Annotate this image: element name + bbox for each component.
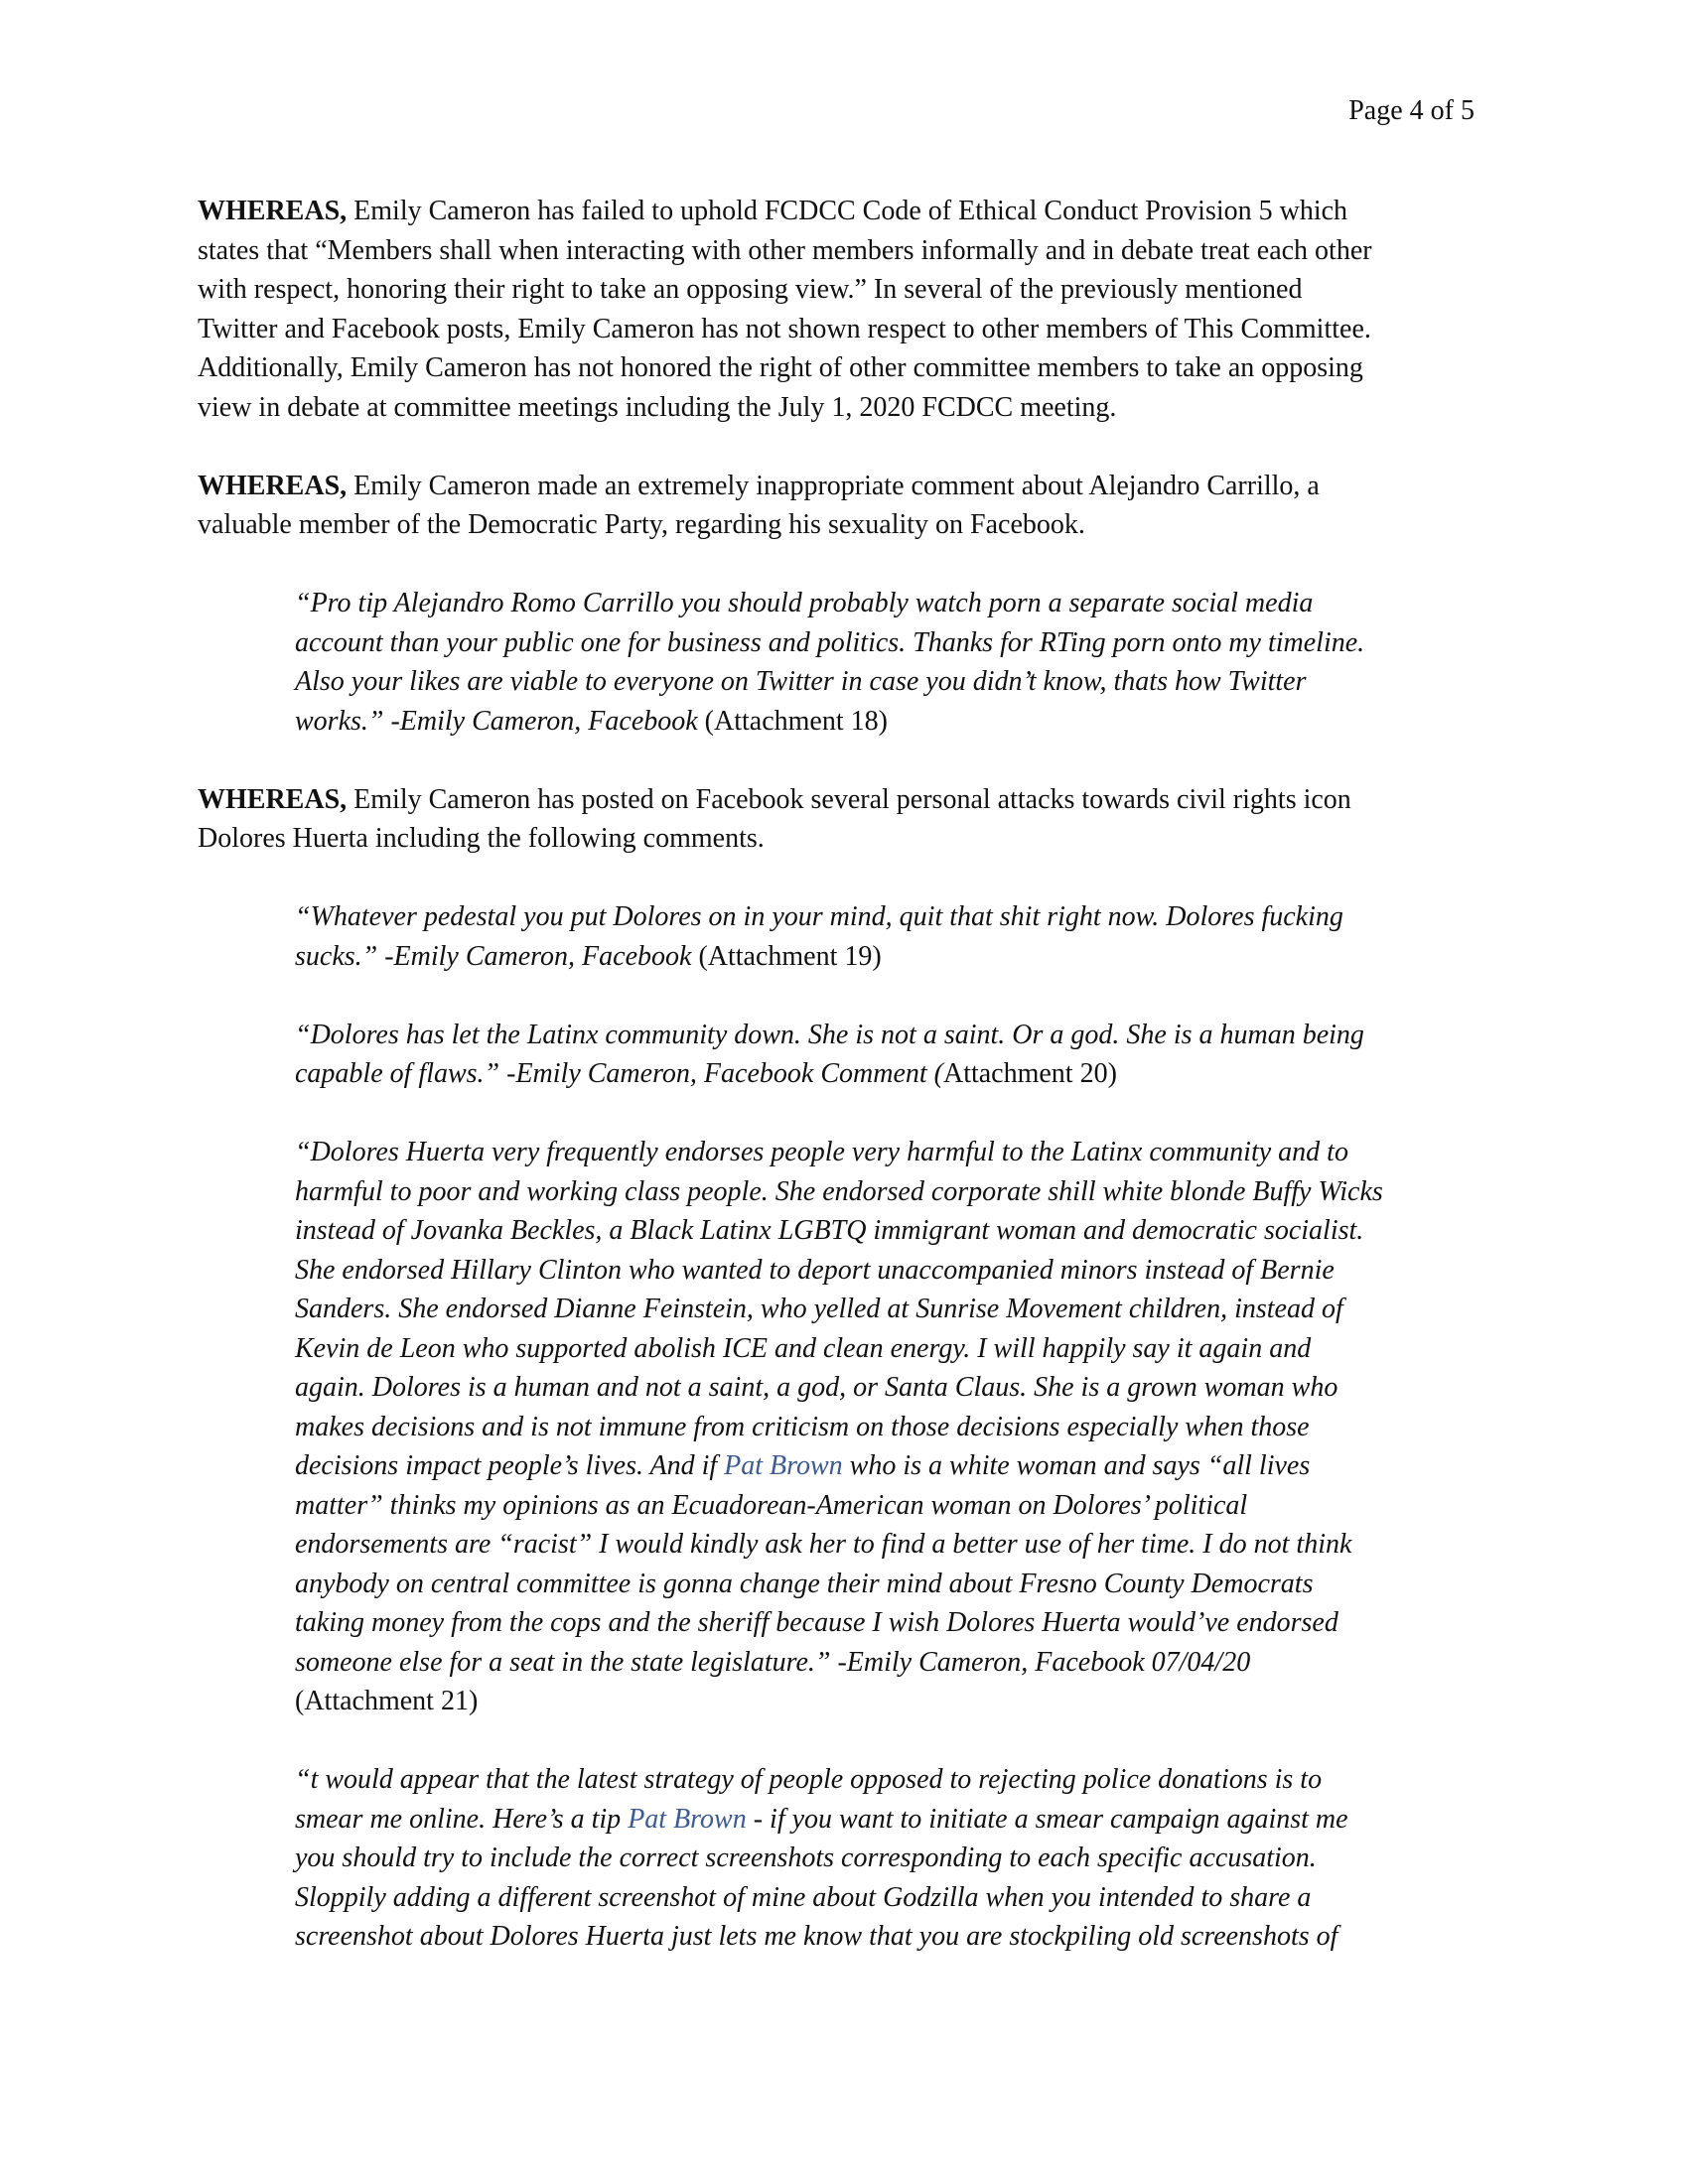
text-line [295,702,1488,742]
text-segment: anybody on central committee is gonna change their mind about Fresno County Democrats [295,1568,1314,1599]
text-line [295,1878,1488,1918]
text-segment: She endorsed Hillary Clinton who wanted to deport unaccompanied minors instead of Bernie [295,1254,1335,1286]
text-line [198,388,1488,428]
text-segment: again. Dolores is a human and not a saint, a god, or Santa Claus. She is a grown woman who [295,1372,1338,1403]
text-segment: Additionally, Emily Cameron has not honored the right of other committee members to take an opposing [198,352,1363,383]
text-segment: Twitter and Facebook posts, Emily Cameron has not shown respect to other members of This Committee. [198,313,1371,344]
text-segment: view in debate at committee meetings including the July 1, 2020 FCDCC meeting. [198,391,1117,423]
text-line [198,780,1488,820]
text-line [295,1682,1488,1721]
text-segment: “Dolores Huerta very frequently endorses people very harmful to the Latinx community and to [295,1137,1348,1167]
text-segment: (Attachment 18) [697,705,888,737]
text-segment: Emily Cameron made an extremely inappropriate comment about Alejandro Carrillo, a [347,470,1320,501]
text-segment: - [746,1803,771,1835]
text-segment: Emily Cameron has posted on Facebook several personal attacks towards civil rights icon [347,783,1351,815]
text-line [198,505,1488,545]
text-segment: smear me online. Here’s a tip [295,1803,629,1835]
text-segment: (Attachment 21) [295,1686,479,1716]
text-segment: with respect, honoring their right to take an opposing view.” In several of the previously mentioned [198,274,1303,305]
text-line [295,1054,1488,1094]
text-segment: matter” thinks my opinions as an Ecuadorean-American woman on Dolores’ political [295,1489,1248,1521]
text-line [198,348,1488,388]
text-segment: (Attachment 19) [691,940,882,972]
text-segment: instead of Jovanka Beckles, a Black Latinx LGBTQ immigrant woman and democratic socialist. [295,1215,1364,1246]
text-segment: Kevin de Leon who supported abolish ICE and clean energy. I will happily say it again and [295,1332,1312,1364]
whereas-clause [198,780,1488,859]
text-segment: Sanders. She endorsed Dianne Feinstein, who yelled at Sunrise Movement children, instead of [295,1294,1343,1324]
text-line [295,937,1488,977]
text-line [295,1565,1488,1604]
text-line [295,1917,1488,1957]
text-line [295,1368,1488,1408]
text-line [295,897,1488,937]
text-segment: sucks.” -Emily Cameron, Facebook [295,940,692,972]
person-link[interactable]: Pat Brown [724,1450,843,1481]
text-segment: harmful to poor and working class people. She endorsed corporate shill white blonde Buffy Wicks [295,1175,1383,1207]
text-segment: someone else for a seat in the state legislature.” -Emily Cameron, Facebook 07/04/20 [295,1646,1251,1678]
text-line [295,1251,1488,1291]
document-body [198,192,1488,1995]
whereas-clause [198,192,1488,427]
text-segment: if you want to initiate a smear campaign against me [770,1803,1348,1835]
text-segment: valuable member of the Democratic Party, regarding his sexuality on Facebook. [198,509,1085,540]
whereas-label: WHEREAS, [198,470,348,501]
quoted-comment [198,1016,1488,1094]
text-line [295,1603,1488,1643]
whereas-clause [198,467,1488,545]
text-segment: “Dolores has let the Latinx community down. She is not a saint. Or a god. She is a human being [295,1019,1364,1050]
text-line [295,1486,1488,1526]
text-line [295,1290,1488,1329]
text-segment: states that “Members shall when interacting with other members informally and in debate treat each other [198,234,1372,266]
text-line [295,662,1488,702]
text-segment: capable of flaws.” -Emily Cameron, Facebook Comment ( [295,1058,943,1089]
text-segment: makes decisions and is not immune from criticism on those decisions especially when those [295,1411,1310,1442]
text-segment: Attachment 20) [942,1058,1117,1089]
text-line [198,192,1488,231]
text-segment: endorsements are “racist” I would kindly ask her to find a better use of her time. I do not think [295,1529,1352,1560]
text-line [295,1839,1488,1878]
text-line [295,1329,1488,1369]
text-line [295,1446,1488,1486]
text-line [295,1525,1488,1565]
whereas-label: WHEREAS, [198,783,348,815]
text-segment: screenshot about Dolores Huerta just lets me know that you are stockpiling old screenshots of [295,1921,1338,1952]
text-line [295,1016,1488,1055]
quoted-comment [198,1133,1488,1721]
text-segment: “Whatever pedestal you put Dolores on in your mind, quit that shit right now. Dolores fucking [295,901,1343,932]
text-line [198,310,1488,349]
text-segment: you should try to include the correct screenshots corresponding to each specific accusation. [295,1843,1317,1873]
text-line [198,270,1488,310]
quoted-comment [198,1760,1488,1957]
text-segment: “t would appear that the latest strategy of people opposed to rejecting police donations is to [295,1764,1323,1795]
text-line [198,467,1488,506]
text-line [198,819,1488,859]
text-line [295,1133,1488,1172]
quoted-comment [198,897,1488,976]
text-segment: taking money from the cops and the sheriff because I wish Dolores Huerta would’ve endorsed [295,1607,1338,1638]
quoted-comment [198,584,1488,741]
page-number: Page 4 of 5 [1348,95,1475,126]
text-segment: works.” -Emily Cameron, Facebook [295,705,698,737]
text-line [295,1760,1488,1800]
text-line [295,623,1488,663]
text-line [295,1643,1488,1683]
text-segment: Dolores Huerta including the following comments. [198,823,765,854]
text-line [295,1800,1488,1840]
text-segment: Sloppily adding a different screenshot of mine about Godzilla when you intended to share a [295,1881,1312,1913]
text-segment: account than your public one for business and politics. Thanks for RTing porn onto my timeline. [295,626,1365,658]
text-segment: who is a white woman and says “all lives [842,1450,1311,1481]
text-line [198,231,1488,271]
text-line [295,584,1488,623]
text-segment: Also your likes are viable to everyone on Twitter in case you didn’t know, thats how Twitter [295,666,1307,697]
text-segment: Emily Cameron has failed to uphold FCDCC Code of Ethical Conduct Provision 5 which [347,196,1348,226]
text-line [295,1408,1488,1447]
text-line [295,1211,1488,1251]
person-link[interactable]: Pat Brown [628,1803,747,1835]
whereas-label: WHEREAS, [198,196,348,226]
text-segment: decisions impact people’s lives. And if [295,1450,725,1481]
text-segment: “Pro tip Alejandro Romo Carrillo you should probably watch porn a separate social media [295,588,1314,618]
text-line [295,1172,1488,1212]
